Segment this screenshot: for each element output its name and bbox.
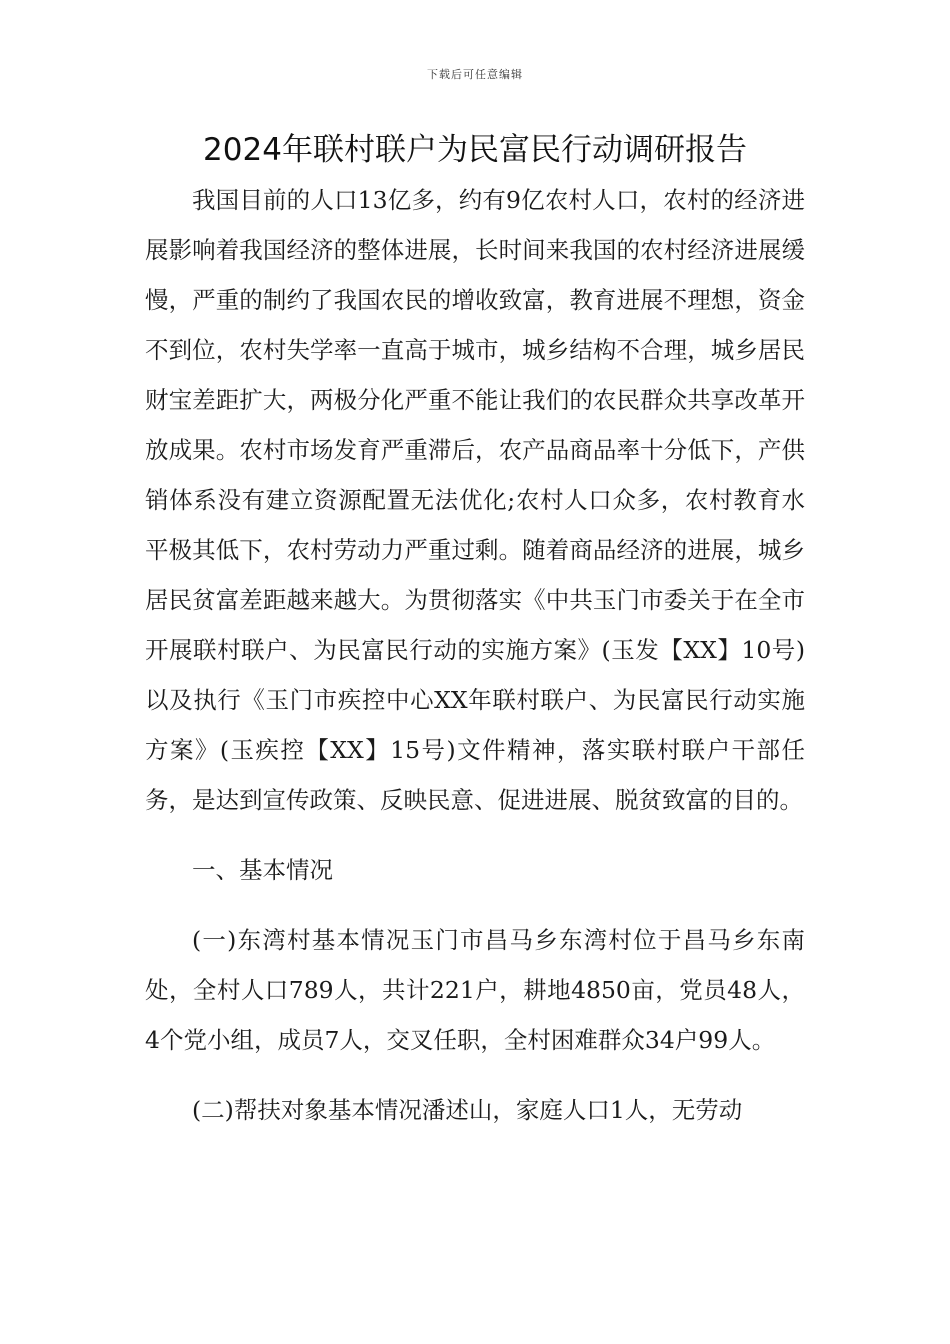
paragraph-village-situation: (一)东湾村基本情况玉门市昌马乡东湾村位于昌马乡东南处，全村人口789人，共计221户，耕地4850亩，党员48人，4个党小组，成员7人，交叉任职，全村困难群众34户99人。 [145, 926, 805, 1054]
paragraph-intro: 我国目前的人口13亿多，约有9亿农村人口，农村的经济进展影响着我国经济的整体进展，长时间来我国的农村经济进展缓慢，严重的制约了我国农民的增收致富，教育进展不理想，资金不到位，农村失学率一直高于城市，城乡结构不合理，城乡居民财宝差距扩大，两极分化严重不能让我们的农民群众共享改革开放成果。农村市场发育严重滞后，农产品商品率十分低下，产供销体系没有建立资源配置无法优化;农村人口众多，农村教育水平极其低下，农村劳动力严重过剩。随着商品经济的进展，城乡居民贫富差距越来越大。为贯彻落实《中共玉门市委关于在全市开展联村联户、为民富民行动的实施方案》(玉发【XX】10号)以及执行《玉门市疾控中心XX年联村联户、为民富民行动实施方案》(玉疾控【XX】15号)文件精神，落实联村联户干部任务，是达到宣传政策、反映民意、促进进展、脱贫致富的目的。 [145, 186, 805, 814]
document-title: 2024年联村联户为民富民行动调研报告 [203, 132, 747, 168]
paragraph-assistance-target: (二)帮扶对象基本情况潘述山，家庭人口1人，无劳动 [192, 1096, 743, 1124]
section-heading-basic-situation: 一、基本情况 [192, 856, 333, 884]
page-header-note: 下载后可任意编辑 [427, 68, 523, 81]
document-body [145, 175, 805, 1135]
